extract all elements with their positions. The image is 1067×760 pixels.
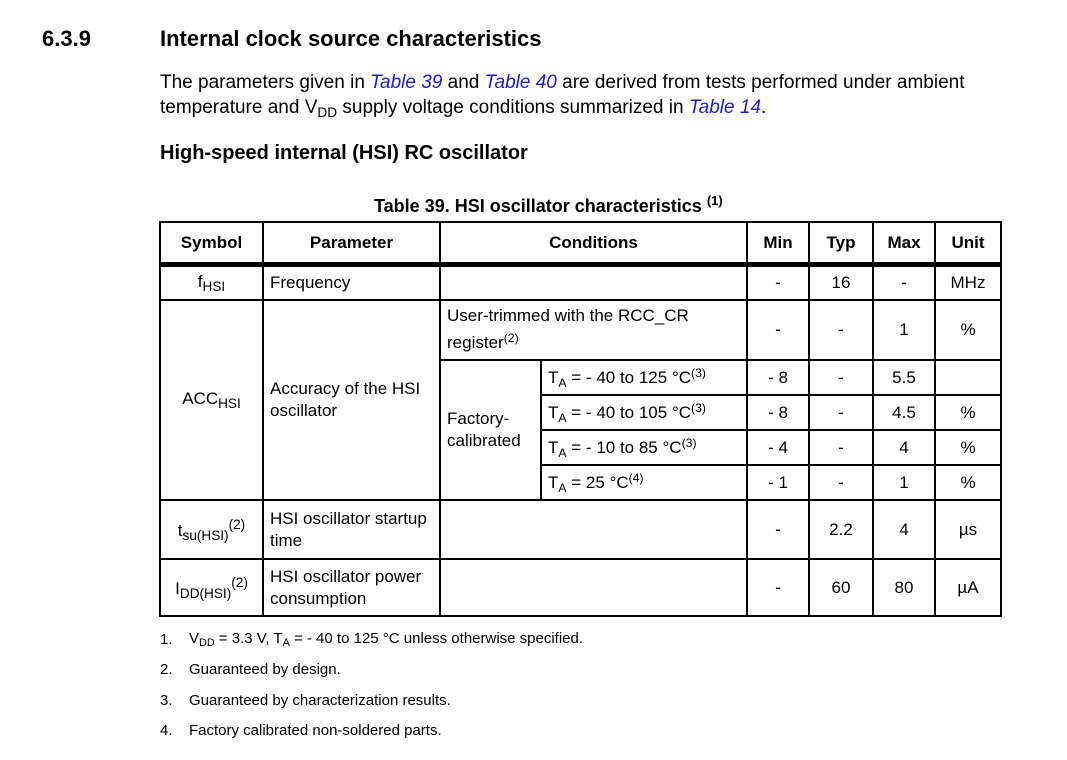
- section-title: Internal clock source characteristics: [160, 26, 542, 51]
- footnote-text: [189, 630, 583, 649]
- intro-text: are derived from tests performed under ambient temperature and V: [160, 72, 965, 118]
- header-min: Min: [747, 222, 809, 265]
- typ-cell: -: [809, 430, 873, 465]
- link-table-40[interactable]: Table 40: [484, 72, 557, 93]
- ta-subscript: A: [558, 480, 567, 495]
- conditions-cell: [440, 265, 747, 301]
- caption-footnote-ref: (1): [706, 193, 723, 208]
- unit-cell: µA: [935, 559, 1001, 616]
- footnote-ref: (2): [231, 574, 248, 590]
- table-row-acc-user-trimmed: [160, 300, 1001, 360]
- intro-text: .: [761, 97, 767, 118]
- header-symbol: Symbol: [160, 222, 263, 265]
- ta-subscript: A: [558, 375, 567, 390]
- footnote-ref: (2): [228, 516, 246, 532]
- unit-cell: %: [935, 465, 1001, 500]
- typ-cell: -: [809, 465, 873, 500]
- footnote-number: 2.: [160, 661, 173, 679]
- ta-symbol: T: [548, 402, 559, 422]
- symbol-subscript: HSI: [218, 396, 241, 412]
- footnote-number: 4.: [160, 722, 173, 740]
- footnote-4: [160, 716, 583, 747]
- hsi-characteristics-table: [159, 221, 1002, 617]
- vdd-symbol: V: [189, 629, 200, 647]
- table-row-fhsi: [160, 265, 1001, 301]
- conditions-cell: [440, 559, 747, 616]
- ta-range: = - 10 to 85 °C: [566, 437, 682, 457]
- footnote-number: 3.: [160, 691, 173, 709]
- condition-text: User-trimmed with the RCC_CR register: [447, 306, 689, 353]
- unit-cell: [935, 360, 1001, 395]
- unit-cell: %: [935, 395, 1001, 430]
- ta-subscript: A: [282, 636, 290, 649]
- caption-text: Table 39. HSI oscillator characteristics: [374, 196, 702, 216]
- table-row-idd: [160, 559, 1001, 616]
- unit-cell: µs: [935, 500, 1001, 559]
- typ-cell: 2.2: [809, 500, 873, 559]
- table-row-tsu: [160, 500, 1001, 559]
- typ-cell: -: [809, 360, 873, 395]
- symbol-cell: [160, 265, 263, 301]
- footnote-2: [160, 655, 583, 686]
- max-cell: 5.5: [873, 360, 935, 395]
- footnote-ref: (3): [691, 365, 706, 380]
- ta-range: = - 40 to 125 °C: [566, 367, 692, 387]
- min-cell: -: [747, 559, 809, 616]
- parameter-cell: Accuracy of the HSI oscillator: [263, 300, 440, 500]
- symbol-cell: [160, 300, 263, 500]
- intro-text: supply voltage conditions summarized in: [337, 97, 689, 118]
- footnote-3: [160, 685, 583, 716]
- parameter-cell: HSI oscillator startup time: [263, 500, 440, 559]
- min-cell: - 8: [747, 395, 809, 430]
- footnote-ref: (3): [681, 435, 697, 450]
- ta-range: = 25 °C: [566, 472, 629, 492]
- min-cell: - 8: [747, 360, 809, 395]
- footnote-number: 1.: [160, 630, 173, 648]
- table-header-row: [160, 222, 1001, 265]
- max-cell: 1: [873, 300, 935, 360]
- intro-text: and: [442, 72, 485, 93]
- footnote-ref: (4): [628, 470, 644, 485]
- header-parameter: Parameter: [263, 222, 440, 265]
- ta-symbol: T: [548, 437, 559, 457]
- conditions-cell: [440, 500, 747, 559]
- min-cell: -: [747, 500, 809, 559]
- min-cell: -: [747, 300, 809, 360]
- table-footnotes: [160, 624, 583, 746]
- header-typ: Typ: [809, 222, 873, 265]
- footnote-text: Guaranteed by design.: [189, 661, 341, 679]
- footnote-text-end: = - 40 to 125 °C unless otherwise specified.: [289, 629, 584, 647]
- intro-text: The parameters given in: [160, 72, 371, 93]
- min-cell: - 1: [747, 465, 809, 500]
- unit-cell: %: [935, 300, 1001, 360]
- max-cell: 4: [873, 430, 935, 465]
- footnote-text: Factory calibrated non-soldered parts.: [189, 722, 442, 740]
- max-cell: 4: [873, 500, 935, 559]
- factory-calibrated-cell: Factory-calibrated: [440, 360, 541, 500]
- ta-subscript: A: [558, 410, 567, 425]
- unit-cell: %: [935, 430, 1001, 465]
- condition-cell: [541, 360, 747, 395]
- vdd-subscript: DD: [317, 105, 338, 121]
- max-cell: 1: [873, 465, 935, 500]
- parameter-cell: Frequency: [263, 265, 440, 301]
- symbol-subscript: su(HSI): [182, 527, 229, 543]
- typ-cell: -: [809, 300, 873, 360]
- condition-cell: [541, 395, 747, 430]
- footnote-text-mid: = 3.3 V, T: [214, 629, 283, 647]
- parameter-cell: HSI oscillator power consumption: [263, 559, 440, 616]
- ta-symbol: T: [548, 367, 559, 387]
- ta-range: = - 40 to 105 °C: [566, 402, 692, 422]
- symbol-cell: [160, 559, 263, 616]
- symbol-subscript: DD(HSI): [179, 585, 232, 601]
- symbol-text: ACC: [182, 388, 219, 408]
- max-cell: 4.5: [873, 395, 935, 430]
- conditions-cell: [440, 300, 747, 360]
- table-caption: [374, 193, 723, 217]
- header-max: Max: [873, 222, 935, 265]
- footnote-text: Guaranteed by characterization results.: [189, 691, 451, 709]
- footnote-1: [160, 624, 583, 655]
- footnote-ref: (2): [503, 331, 519, 346]
- symbol-subscript: HSI: [202, 279, 226, 295]
- link-table-14[interactable]: Table 14: [688, 97, 762, 118]
- symbol-text: f: [197, 271, 203, 291]
- max-cell: -: [873, 265, 935, 301]
- vdd-subscript: DD: [199, 636, 215, 649]
- max-cell: 80: [873, 559, 935, 616]
- header-unit: Unit: [935, 222, 1001, 265]
- ta-subscript: A: [558, 445, 567, 460]
- condition-cell: [541, 465, 747, 500]
- link-table-39[interactable]: Table 39: [370, 72, 443, 93]
- section-number: 6.3.9: [42, 26, 91, 51]
- unit-cell: MHz: [935, 265, 1001, 301]
- typ-cell: -: [809, 395, 873, 430]
- header-conditions: Conditions: [440, 222, 747, 265]
- subheading: High-speed internal (HSI) RC oscillator: [160, 142, 528, 164]
- condition-cell: [541, 430, 747, 465]
- typ-cell: 16: [809, 265, 873, 301]
- intro-paragraph: [160, 70, 1020, 125]
- min-cell: -: [747, 265, 809, 301]
- typ-cell: 60: [809, 559, 873, 616]
- symbol-cell: [160, 500, 263, 559]
- symbol-text: t: [177, 520, 183, 540]
- min-cell: - 4: [747, 430, 809, 465]
- symbol-text: I: [175, 578, 180, 598]
- ta-symbol: T: [548, 472, 559, 492]
- footnote-ref: (3): [691, 400, 706, 415]
